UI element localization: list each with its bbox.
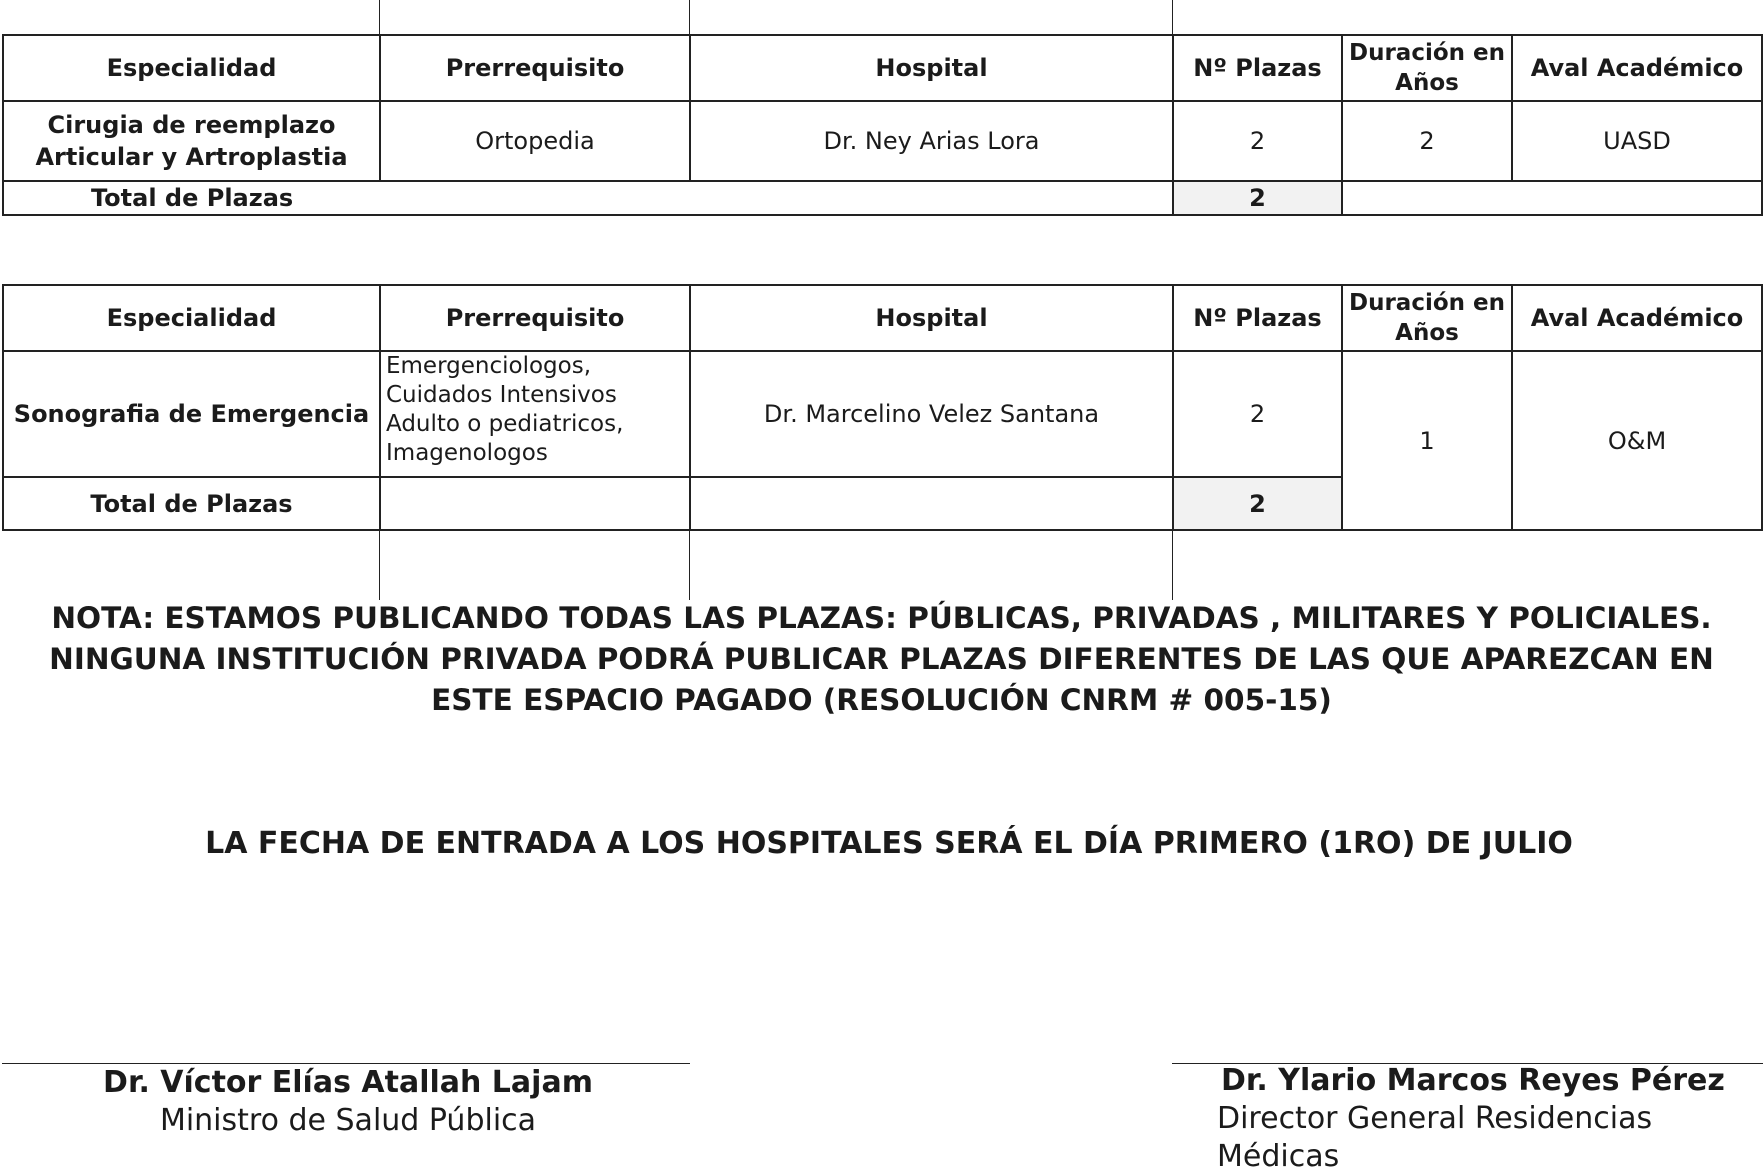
nota-line-1: NOTA: ESTAMOS PUBLICANDO TODAS LAS PLAZAS: PÚBLICAS, PRIVADAS , MILITARES Y POLICIALES. [51, 601, 1712, 635]
header-hospital: Hospital [690, 35, 1173, 101]
table-row [3, 351, 1762, 477]
cell-especialidad: Sonografia de Emergencia [3, 351, 380, 477]
cell-prerrequisito [380, 351, 690, 477]
header-aval: Aval Académico [1512, 35, 1762, 101]
total-label: Total de Plazas [3, 181, 1173, 215]
cell-hospital: Dr. Ney Arias Lora [690, 101, 1173, 181]
column-line [1172, 0, 1173, 36]
cell-duracion: 1 [1342, 351, 1512, 530]
column-line [689, 0, 690, 36]
header-duracion: Duración en Años [1342, 35, 1512, 101]
total-value: 2 [1173, 477, 1342, 530]
column-line [379, 530, 380, 600]
header-plazas: Nº Plazas [1173, 35, 1342, 101]
entry-date-notice: LA FECHA DE ENTRADA A LOS HOSPITALES SERÁ EL DÍA PRIMERO (1RO) DE JULIO [205, 826, 1573, 861]
total-value: 2 [1173, 181, 1342, 215]
table-header-row [3, 285, 1762, 351]
cell-especialidad: Cirugia de reemplazo Articular y Artroplastia [3, 101, 380, 181]
header-duracion: Duración en Años [1342, 285, 1512, 351]
header-aval: Aval Académico [1512, 285, 1762, 351]
cell-plazas: 2 [1173, 351, 1342, 477]
column-line [689, 530, 690, 600]
plazas-table-1 [2, 34, 1763, 216]
header-prerrequisito: Prerrequisito [380, 35, 690, 101]
column-line [379, 0, 380, 36]
nota-line-3: ESTE ESPACIO PAGADO (RESOLUCIÓN CNRM # 005-15) [431, 683, 1332, 717]
signatory-name: Dr. Ylario Marcos Reyes Pérez [1221, 1063, 1725, 1098]
plazas-table-2 [2, 284, 1763, 531]
table-header-row [3, 35, 1762, 101]
cell-aval: UASD [1512, 101, 1762, 181]
total-empty-cell [1342, 181, 1762, 215]
total-label: Total de Plazas [3, 477, 380, 530]
header-hospital: Hospital [690, 285, 1173, 351]
cell-hospital: Dr. Marcelino Velez Santana [690, 351, 1173, 477]
table-row [3, 101, 1762, 181]
header-especialidad: Especialidad [3, 35, 380, 101]
cell-prerrequisito: Ortopedia [380, 101, 690, 181]
prerrequisito-text: Emergenciologos, Cuidados Intensivos Adulto o pediatricos, Imagenologos [386, 353, 624, 466]
header-plazas: Nº Plazas [1173, 285, 1342, 351]
header-prerrequisito: Prerrequisito [380, 285, 690, 351]
total-empty-cell [690, 477, 1173, 530]
signatory-role: Ministro de Salud Pública [159, 1103, 537, 1138]
cell-plazas: 2 [1173, 101, 1342, 181]
total-row [3, 181, 1762, 215]
signature-left [0, 1064, 696, 1140]
signatory-name: Dr. Víctor Elías Atallah Lajam [103, 1065, 593, 1100]
signature-right [1200, 1062, 1763, 1176]
signatory-role: Director General Residencias Médicas [1217, 1101, 1653, 1174]
header-especialidad: Especialidad [3, 285, 380, 351]
total-empty-cell [380, 477, 690, 530]
column-line [1172, 530, 1173, 600]
nota-line-2: NINGUNA INSTITUCIÓN PRIVADA PODRÁ PUBLICAR PLAZAS DIFERENTES DE LAS QUE APAREZCAN EN [49, 642, 1714, 676]
cell-duracion: 2 [1342, 101, 1512, 181]
cell-aval: O&M [1512, 351, 1762, 530]
